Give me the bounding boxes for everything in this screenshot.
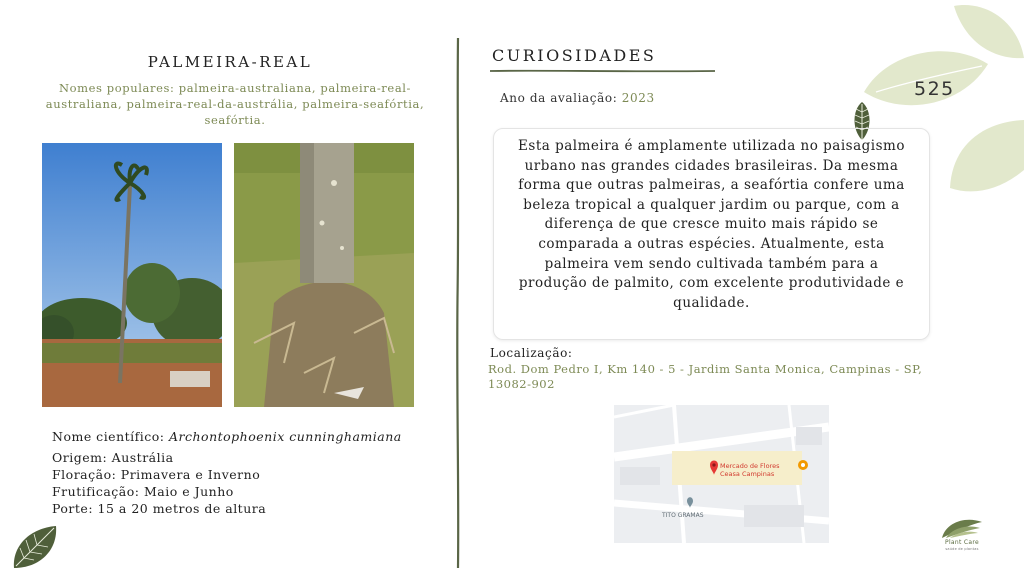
palm-tree-photo bbox=[42, 143, 222, 407]
origin-label: Origem: bbox=[52, 450, 112, 465]
palm-trunk-photo bbox=[234, 143, 414, 407]
popular-names-list: palmeira-australiana, palmeira-real-australiana, palmeira-real-da-austrália, palmeira-seafórtia, seafórtia. bbox=[45, 81, 425, 127]
curiosities-title: CURIOSIDADES bbox=[492, 46, 657, 65]
fruiting-row bbox=[52, 483, 402, 500]
popular-names bbox=[40, 80, 430, 128]
flowering-value: Primavera e Inverno bbox=[120, 467, 261, 482]
scientific-name-row bbox=[52, 428, 402, 445]
origin-value: Austrália bbox=[111, 450, 174, 465]
size-value: 15 a 20 metros de altura bbox=[97, 501, 267, 516]
popular-names-label: Nomes populares: bbox=[58, 81, 175, 95]
curiosities-card bbox=[493, 128, 930, 340]
location-map bbox=[614, 405, 829, 543]
year-value: 2023 bbox=[621, 91, 655, 105]
size-row bbox=[52, 500, 402, 517]
page-number-badge: 525 bbox=[914, 78, 955, 100]
fruiting-value: Maio e Junho bbox=[143, 484, 234, 499]
plant-facts bbox=[52, 428, 402, 517]
map-place-label-1: Mercado de Flores bbox=[720, 462, 780, 470]
plant-title: PALMEIRA-REAL bbox=[147, 53, 313, 71]
brand-name bbox=[930, 539, 994, 553]
flowering-label: Floração: bbox=[52, 467, 121, 482]
brand-tagline: saúde de plantas bbox=[945, 547, 979, 551]
scientific-name-label: Nome científico: bbox=[52, 429, 169, 444]
year-label: Ano da avaliação: bbox=[500, 91, 622, 105]
map-place-label-2: Ceasa Campinas bbox=[720, 470, 775, 478]
location-label: Localização: bbox=[490, 346, 573, 360]
corner-leaf-icon bbox=[10, 522, 60, 572]
evaluation-year bbox=[500, 91, 655, 105]
location-address: Rod. Dom Pedro I, Km 140 - 5 - Jardim Santa Monica, Campinas - SP, 13082-902 bbox=[488, 362, 923, 391]
curiosities-text: Esta palmeira é amplamente utilizada no paisagismo urbano nas grandes cidades brasileiras. Da mesma forma que outras palmeiras, a seafórtia confere uma beleza tropical a qualquer jardim ou parque, com a diferença de que cresce muito mais rápido se comparada a outras espécies. Atualmente, esta palmeira vem sendo cultivada também para a produção de palmito, com excelente produtividade e qualidade. bbox=[518, 138, 905, 311]
fruiting-label: Frutificação: bbox=[52, 484, 144, 499]
scientific-name: Archontophoenix cunninghamiana bbox=[169, 429, 402, 444]
origin-row bbox=[52, 449, 402, 466]
title-underline bbox=[490, 68, 715, 74]
flowering-row bbox=[52, 466, 402, 483]
brand-name-text: Plant Care bbox=[945, 539, 979, 546]
vertical-divider bbox=[454, 38, 462, 568]
map-secondary-label: TITO GRAMAS bbox=[662, 512, 704, 519]
size-label: Porte: bbox=[52, 501, 98, 516]
